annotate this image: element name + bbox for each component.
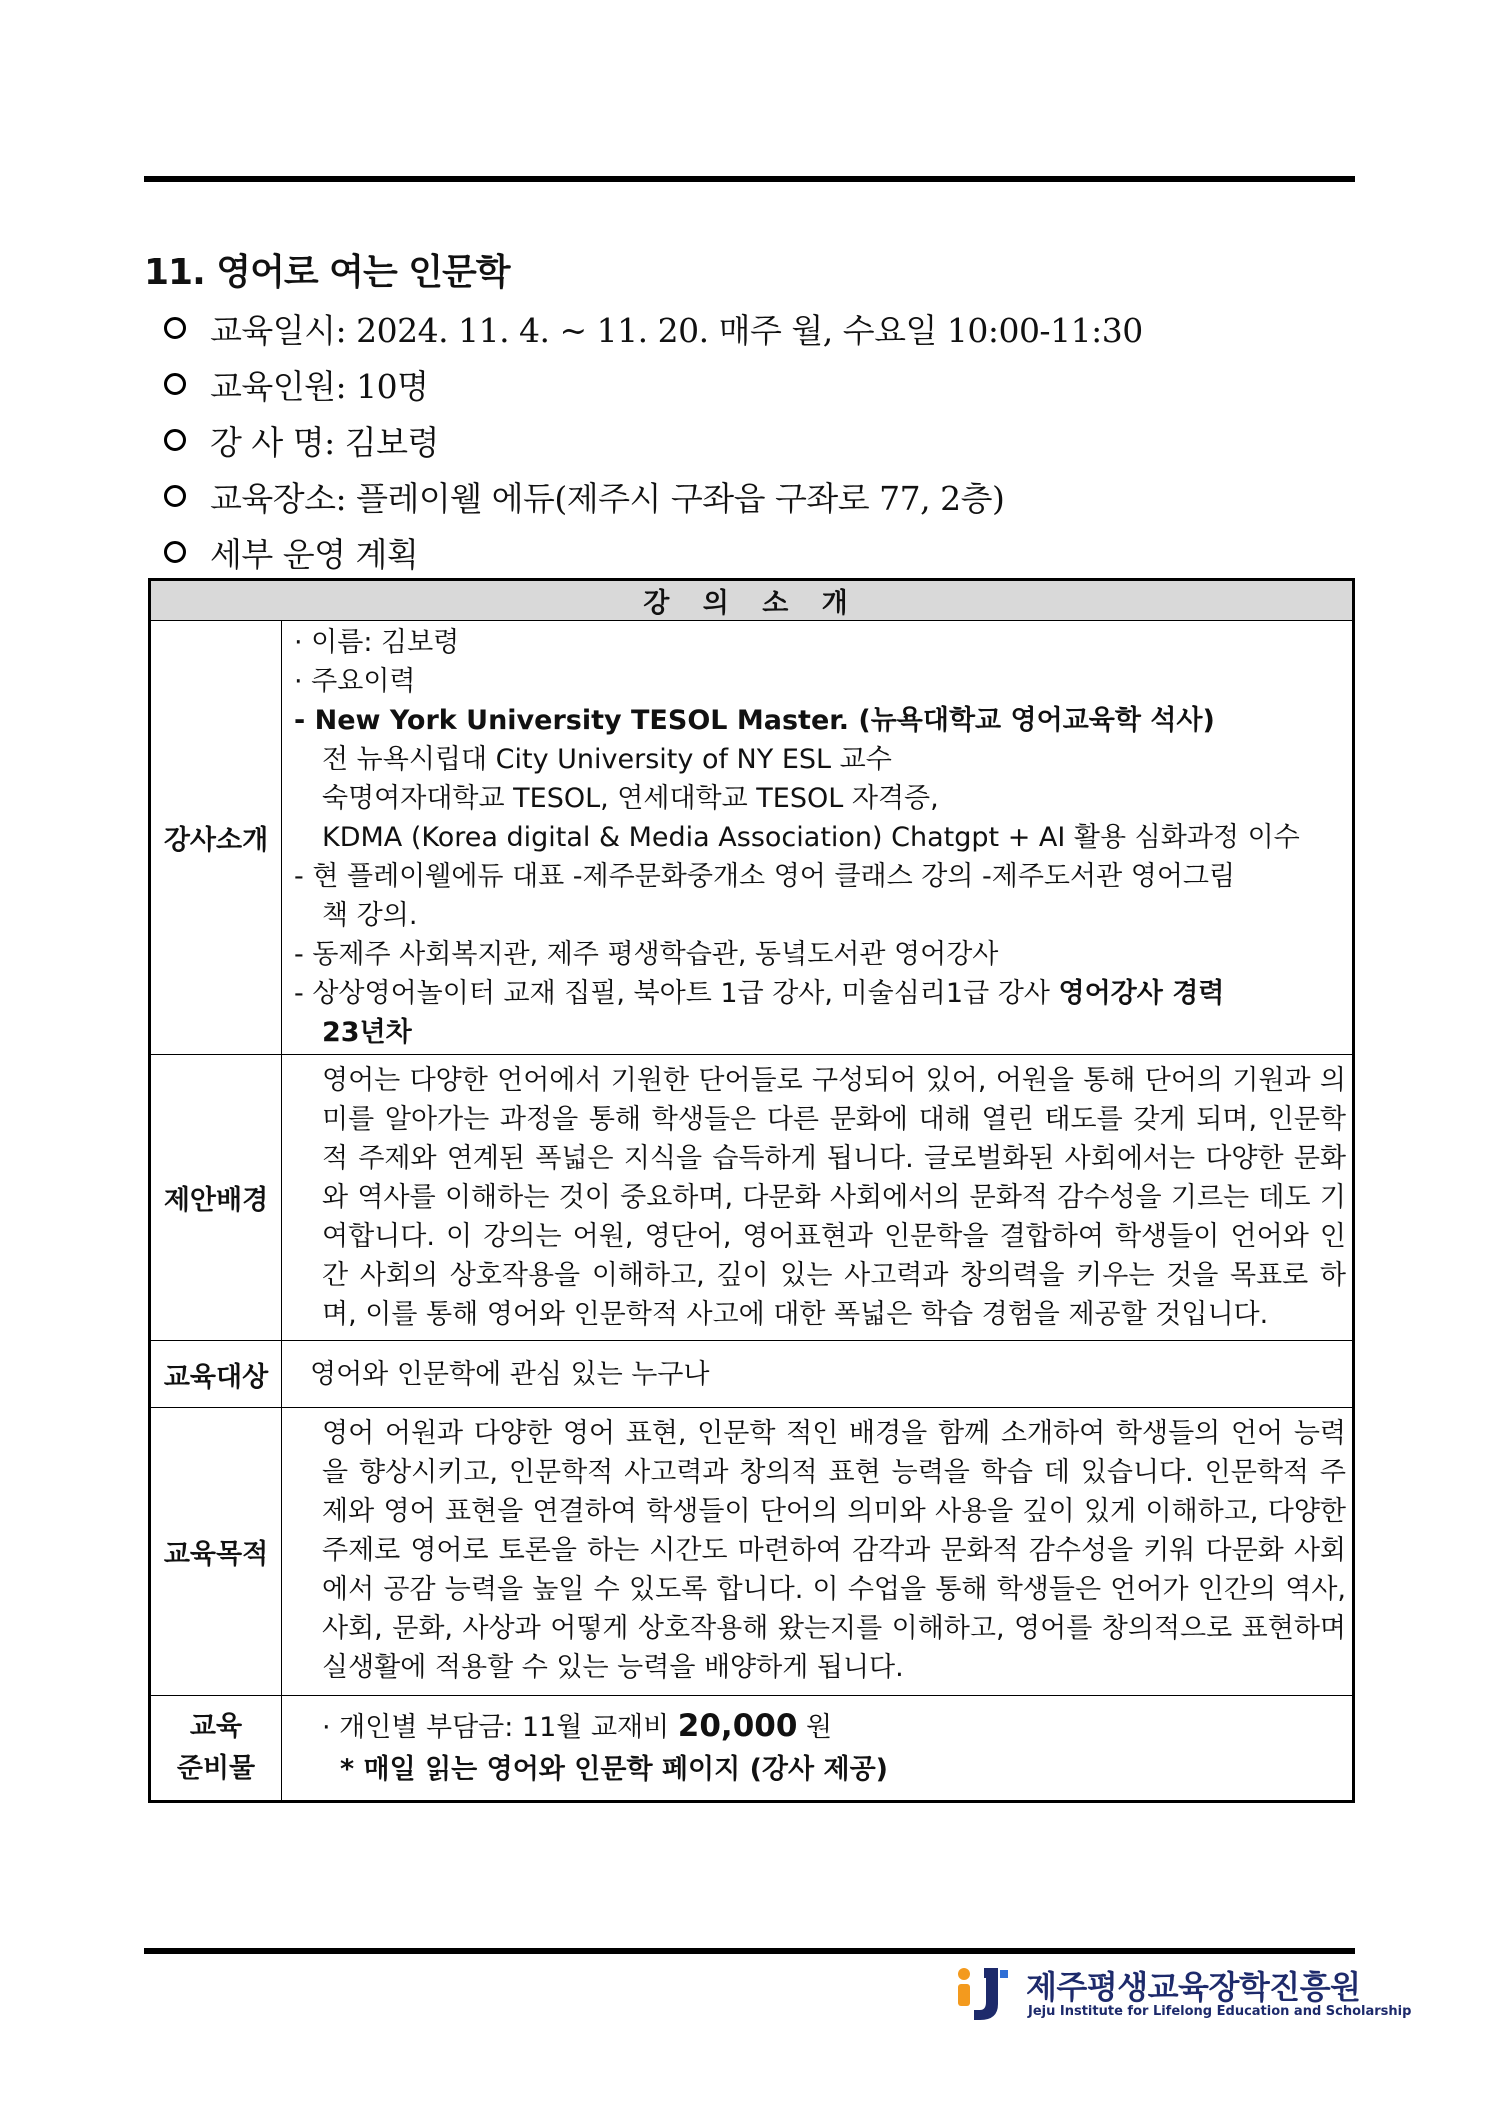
table-row-instructor — [150, 621, 1354, 1055]
circle-bullet-icon — [164, 541, 186, 563]
career-item-cuny: 전 뉴욕시립대 City University of NY ESL 교수 — [322, 744, 892, 775]
background-content — [282, 1055, 1354, 1341]
bottom-rule — [144, 1948, 1355, 1954]
row-label-goal: 교육목적 — [150, 1408, 282, 1696]
table-row-materials — [150, 1696, 1354, 1802]
info-item-capacity: 교육인원: 10명 — [164, 356, 1143, 412]
row-label-materials: 교육 준비물 — [150, 1696, 282, 1802]
info-item-date: 교육일시: 2024. 11. 4. ~ 11. 20. 매주 월, 수요일 10:00-11:30 — [164, 300, 1143, 356]
row-label-target: 교육대상 — [150, 1341, 282, 1408]
circle-bullet-icon — [164, 485, 186, 507]
target-text: 영어와 인문학에 관심 있는 누구나 — [282, 1341, 1354, 1408]
materials-note: * 매일 읽는 영어와 인문학 페이지 (강사 제공) — [340, 1754, 888, 1785]
table-row-background — [150, 1055, 1354, 1341]
goal-content — [282, 1408, 1354, 1696]
materials-content — [282, 1696, 1354, 1802]
career-item-author: - 상상영어놀이터 교재 집필, 북아트 1급 강사, 미술심리1급 강사 영어강사 경력 — [294, 978, 1225, 1009]
career-item-kdma: KDMA (Korea digital & Media Association) Chatgpt + AI 활용 심화과정 이수 — [322, 822, 1300, 853]
table-row-target — [150, 1341, 1354, 1408]
career-item-current: - 현 플레이웰에듀 대표 -제주문화중개소 영어 클래스 강의 -제주도서관 영어그림 — [294, 861, 1236, 892]
org-english-name: Jeju Institute for Lifelong Education and Scholarship — [1028, 2004, 1412, 2019]
instructor-name: · 이름: 김보령 — [294, 627, 460, 658]
circle-bullet-icon — [164, 373, 186, 395]
career-item-current-cont: 책 강의. — [322, 900, 418, 931]
circle-bullet-icon — [164, 317, 186, 339]
info-item-plan: 세부 운영 계획 — [164, 524, 1143, 580]
circle-bullet-icon — [164, 429, 186, 451]
career-item-years: 23년차 — [322, 1017, 412, 1048]
org-logo — [950, 1958, 1412, 2028]
materials-amount: 20,000 — [677, 1708, 798, 1744]
career-item-certs: 숙명여자대학교 TESOL, 연세대학교 TESOL 자격증, — [322, 783, 939, 814]
top-rule — [144, 176, 1355, 182]
plan-table — [148, 578, 1355, 1803]
instructor-content — [282, 621, 1354, 1055]
materials-cost: · 개인별 부담금: 11월 교재비 20,000 원 — [322, 1708, 833, 1744]
row-label-instructor: 강사소개 — [150, 621, 282, 1055]
career-title: · 주요이력 — [294, 666, 416, 697]
table-header: 강 의 소 개 — [150, 580, 1354, 621]
info-item-location: 교육장소: 플레이웰 에듀(제주시 구좌읍 구좌로 77, 2층) — [164, 468, 1143, 524]
background-text: 영어는 다양한 언어에서 기원한 단어들로 구성되어 있어, 어원을 통해 단어의 기원과 의미를 알아가는 과정을 통해 학생들은 다른 문화에 대해 열린 태도를 갖게 되며, 인문학적 주제와 연계된 폭넓은 지식을 습득하게 됩니다. 글로벌화된 사회에서는 다양한 문화와 역사를 이해하는 것이 중요하며, 다문화 사회에서의 문화적 감수성을 기르는 데도 기여합니다. 이 강의는 어원, 영단어, 영어표현과 인문학을 결합하여 학생들이 언어와 인간 사회의 상호작용을 이해하고, 깊이 있는 사고력과 창의력을 키우는 것을 목표로 하며, 이를 통해 영어와 인문학적 사고에 대한 폭넓은 학습 경험을 제공할 것입니다. — [322, 1065, 1346, 1330]
info-list — [164, 300, 1143, 580]
career-item-nyu: - New York University TESOL Master. (뉴욕대학교 영어교육학 석사) — [294, 705, 1215, 736]
section-title: 11. 영어로 여는 인문학 — [144, 252, 510, 293]
row-label-background: 제안배경 — [150, 1055, 282, 1341]
org-logo-icon — [954, 1964, 1012, 2022]
career-item-lecturer: - 동제주 사회복지관, 제주 평생학습관, 동녘도서관 영어강사 — [294, 939, 999, 970]
table-row-goal — [150, 1408, 1354, 1696]
info-item-instructor: 강 사 명: 김보령 — [164, 412, 1143, 468]
org-name: 제주평생교육장학진흥원 — [1026, 1968, 1361, 2006]
goal-text: 영어 어원과 다양한 영어 표현, 인문학 적인 배경을 함께 소개하여 학생들의 언어 능력을 향상시키고, 인문학적 사고력과 창의적 표현 능력을 학습 데 있습니다. 인문학적 주제와 영어 표현을 연결하여 학생들이 단어의 의미와 사용을 깊이 있게 이해하고, 다양한 주제로 영어로 토론을 하는 시간도 마련하여 감각과 문화적 감수성을 키워 다문화 사회에서 공감 능력을 높일 수 있도록 합니다. 이 수업을 통해 학생들은 언어가 인간의 역사, 사회, 문화, 사상과 어떻게 상호작용해 왔는지를 이해하고, 영어를 창의적으로 표현하며 실생활에 적용할 수 있는 능력을 배양하게 됩니다. — [322, 1418, 1346, 1683]
